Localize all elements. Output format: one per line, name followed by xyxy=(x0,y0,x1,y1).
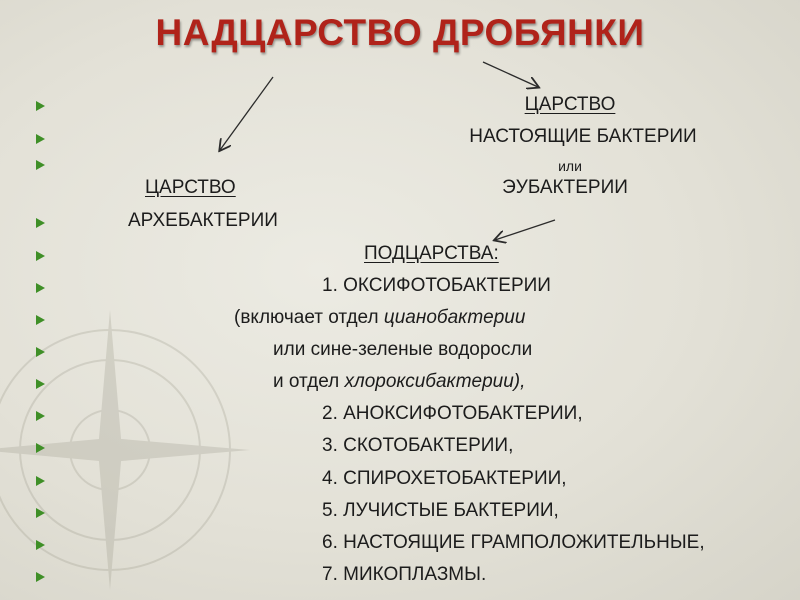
triangle-bullet-icon xyxy=(36,508,45,518)
subkingdom-item-2: 2. АНОКСИФОТОБАКТЕРИИ, xyxy=(322,403,583,424)
arrow-to-archaea xyxy=(220,77,273,150)
subkingdom-item-7: 7. МИКОПЛАЗМЫ. xyxy=(322,564,487,585)
true-bacteria-alt-name: ЭУБАКТЕРИИ xyxy=(502,177,628,198)
triangle-bullet-icon xyxy=(36,379,45,389)
subkingdom-item-5: 5. ЛУЧИСТЫЕ БАКТЕРИИ, xyxy=(322,500,559,521)
subkingdom-note-line-1 xyxy=(234,307,525,329)
triangle-bullet-icon xyxy=(36,160,45,170)
true-bacteria-or: или xyxy=(558,158,582,174)
triangle-bullet-icon xyxy=(36,218,45,228)
triangle-bullet-icon xyxy=(36,101,45,111)
triangle-bullet-icon xyxy=(36,540,45,550)
subkingdom-note-line-3 xyxy=(273,371,525,393)
note-text: и отдел xyxy=(273,371,345,392)
triangle-bullet-icon xyxy=(36,251,45,261)
note-text: (включает отдел xyxy=(234,307,384,328)
subkingdom-item-3: 3. СКОТОБАКТЕРИИ, xyxy=(322,435,514,456)
triangle-bullet-icon xyxy=(36,315,45,325)
true-bacteria-heading: ЦАРСТВО xyxy=(524,94,616,115)
subkingdom-item-6: 6. НАСТОЯЩИЕ ГРАМПОЛОЖИТЕЛЬНЫЕ, xyxy=(322,532,705,553)
subkingdoms-heading: ПОДЦАРСТВА: xyxy=(364,243,499,264)
arrow-to-subkingdoms xyxy=(495,220,555,240)
triangle-bullet-icon xyxy=(36,411,45,421)
triangle-bullet-icon xyxy=(36,476,45,486)
archaea-heading: ЦАРСТВО xyxy=(145,177,236,198)
arrow-to-true-bacteria xyxy=(483,62,538,87)
note-italic-text: цианобактерии xyxy=(383,307,526,328)
slide-title: НАДЦАРСТВО ДРОБЯНКИ xyxy=(155,12,645,53)
true-bacteria-name: НАСТОЯЩИЕ БАКТЕРИИ xyxy=(469,126,697,147)
triangle-bullet-icon xyxy=(36,443,45,453)
triangle-bullet-icon xyxy=(36,134,45,144)
triangle-bullet-icon xyxy=(36,283,45,293)
archaea-name: АРХЕБАКТЕРИИ xyxy=(128,210,278,231)
subkingdom-item-4: 4. СПИРОХЕТОБАКТЕРИИ, xyxy=(322,468,567,489)
triangle-bullet-icon xyxy=(36,572,45,582)
note-italic-text: хлороксибактерии), xyxy=(344,371,526,392)
triangle-bullet-icon xyxy=(36,347,45,357)
subkingdom-item-1: 1. ОКСИФОТОБАКТЕРИИ xyxy=(322,275,551,296)
subkingdom-note-line-2: или сине-зеленые водоросли xyxy=(273,339,533,360)
